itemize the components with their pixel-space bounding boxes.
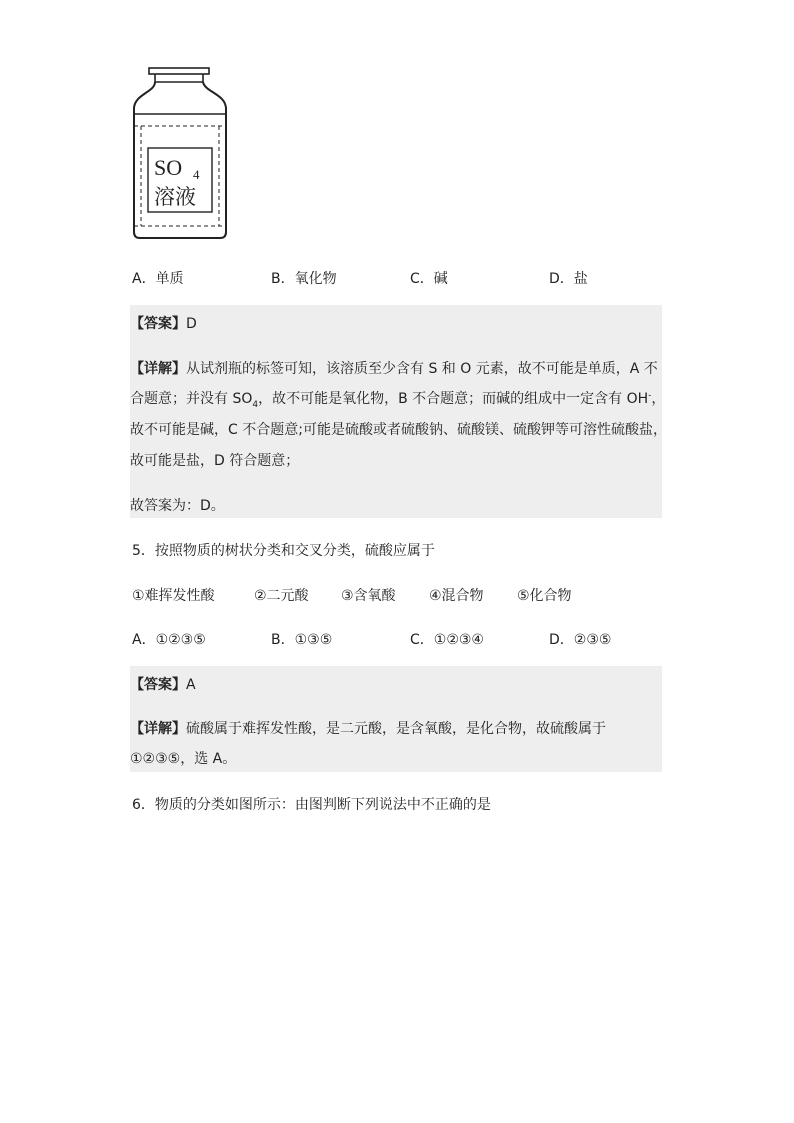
q5-option-c: C．①②③④	[410, 632, 484, 648]
q5-item-3: ③含氧酸	[341, 588, 396, 604]
q5-option-a: A．①②③⑤	[132, 632, 206, 648]
q4-detail-line-2: 合题意；并没有 $SO_4$，故不可能是氧化物，B 不合题意；而碱的组成中一定含有 OH-，	[130, 390, 666, 410]
q4-detail-line-1: 【详解】从试剂瓶的标签可知，该溶质至少含有 S 和 O 元素，故不可能是单质，A 不	[130, 361, 658, 377]
q4-detail-line-4: 故可能是盐，D 符合题意；	[130, 453, 300, 469]
q4-option-d: D．盐	[549, 271, 588, 287]
q5-answer: 【答案】A	[130, 677, 196, 693]
q6-question: 6．物质的分类如图所示：由图判断下列说法中不正确的是	[132, 797, 491, 813]
q5-options	[132, 629, 611, 649]
q4-conclusion: 故答案为：D。	[130, 498, 225, 514]
q5-detail-line-1: 【详解】硫酸属于难挥发性酸，是二元酸，是含氧酸，是化合物，故硫酸属于	[130, 721, 606, 737]
q4-option-c: C．碱	[410, 271, 448, 287]
q5-detail-line-2: ①②③⑤，选 A。	[130, 751, 237, 767]
q5-item-4: ④混合物	[429, 588, 484, 604]
reagent-bottle-figure	[125, 64, 235, 244]
q5-option-d: D．②③⑤	[549, 632, 612, 648]
q5-item-5: ⑤化合物	[517, 588, 572, 604]
q4-options	[132, 268, 588, 288]
q4-answer: 【答案】D	[130, 316, 197, 332]
bottle-label-formula: SO	[154, 155, 183, 180]
q4-detail-line-3: 故不可能是碱，C 不合题意;可能是硫酸或者硫酸钠、硫酸镁、硫酸钾等可溶性硫酸盐，	[130, 422, 667, 438]
q5-item-2: ②二元酸	[254, 588, 309, 604]
q5-question: 5．按照物质的树状分类和交叉分类，硫酸应属于	[132, 543, 435, 559]
bottle-label-solution: 溶液	[154, 185, 196, 209]
q5-answer-block	[130, 666, 662, 772]
q4-option-a: A．单质	[132, 271, 184, 287]
q5-item-1: ①难挥发性酸	[132, 588, 215, 604]
q5-items	[132, 585, 572, 605]
bottle-label-subscript: 4	[193, 167, 200, 182]
q4-answer-block	[130, 305, 667, 518]
q5-option-b: B．①③⑤	[271, 632, 333, 648]
q4-option-b: B．氧化物	[271, 271, 337, 287]
